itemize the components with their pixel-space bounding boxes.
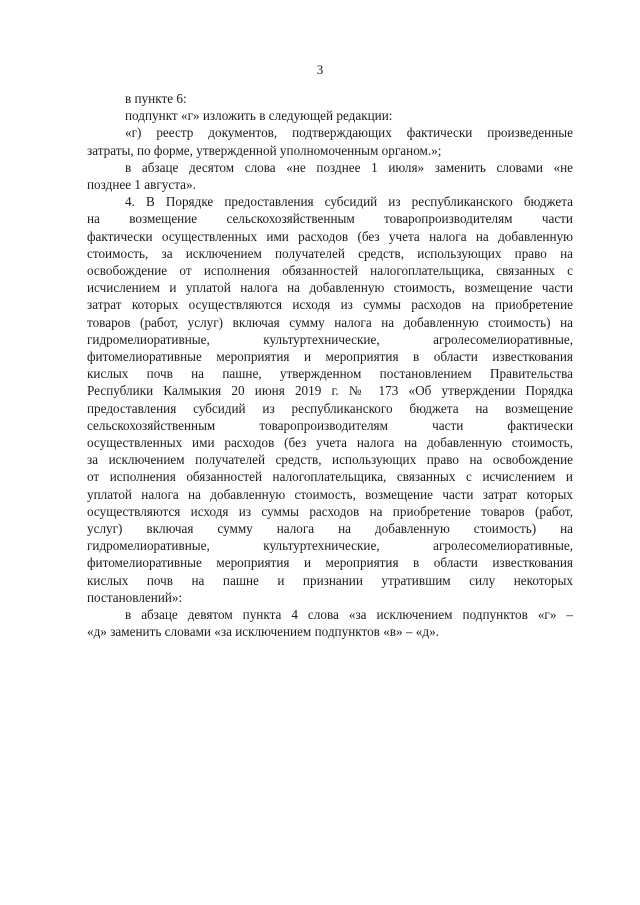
text-line: гидромелиоративные, культуртехнические, агролесомелиоративные, <box>87 331 573 347</box>
text-line: кислых почв на пашне и признании утратившим силу некоторых <box>87 572 573 588</box>
text-line: фактически осуществленных ими расходов (без учета налога на добавленную <box>87 228 573 244</box>
text-line: в абзаце девятом пункта 4 слова «за исключением подпунктов «г» – <box>125 607 573 623</box>
text-line: осуществленных ими расходов (без учета налога на добавленную стоимость, <box>87 435 573 451</box>
text-line: от исполнения обязанностей налогоплательщика, связанных с исчислением и <box>87 469 573 485</box>
text-line: постановлений»: <box>87 589 183 605</box>
text-line: позднее 1 августа». <box>87 177 196 193</box>
text-line: стоимость, за исключением получателей средств, использующих право на <box>87 245 573 261</box>
text-line: предоставления субсидий из республиканского бюджета на возмещение <box>87 400 573 416</box>
text-line: в абзаце десятом слова «не позднее 1 июля» заменить словами «не <box>125 159 573 175</box>
text-line: услуг) включая сумму налога на добавленную стоимость) на <box>87 521 573 537</box>
text-line: Республики Калмыкия 20 июня 2019 г. № 173 «Об утверждении Порядка <box>87 383 573 399</box>
text-line: затрат которых осуществляются исходя из суммы расходов на приобретение <box>87 297 573 313</box>
text-line: уплатой налога на добавленную стоимость, возмещение части затрат которых <box>87 486 573 502</box>
text-line: «д» заменить словами «за исключением подпунктов «в» – «д». <box>87 624 439 640</box>
text-line: в пункте 6: <box>125 91 187 106</box>
text-line: исчислением и уплатой налога на добавленную стоимость, возмещение части <box>87 280 573 296</box>
page-number: 3 <box>316 62 324 77</box>
text-line: затраты, по форме, утвержденной уполномоченным органом.»; <box>87 142 442 158</box>
text-line: подпункт «г» изложить в следующей редакции: <box>125 108 393 124</box>
text-line: на возмещение сельскохозяйственным товаропроизводителям части <box>87 211 573 227</box>
text-line: товаров (работ, услуг) включая сумму налога на добавленную стоимость) на <box>87 314 573 330</box>
text-line: 4. В Порядке предоставления субсидий из республиканского бюджета <box>125 194 573 210</box>
text-line: осуществляются исходя из суммы расходов на приобретение товаров (работ, <box>87 503 573 519</box>
text-line: фитомелиоративные мероприятия и мероприятия в области известкования <box>87 555 573 571</box>
text-line: сельскохозяйственным товаропроизводителям части фактически <box>87 417 573 433</box>
text-line: за исключением получателей средств, использующих право на освобождение <box>87 452 573 468</box>
text-line: фитомелиоративные мероприятия и мероприятия в области известкования <box>87 349 573 365</box>
text-line: гидромелиоративные, культуртехнические, агролесомелиоративные, <box>87 538 573 554</box>
text-line: «г) реестр документов, подтверждающих фактически произведенные <box>125 125 573 141</box>
document-body <box>87 90 573 641</box>
text-line: кислых почв на пашне, утвержденном постановлением Правительства <box>87 366 573 382</box>
text-line: освобождение от исполнения обязанностей налогоплательщика, связанных с <box>87 263 573 279</box>
